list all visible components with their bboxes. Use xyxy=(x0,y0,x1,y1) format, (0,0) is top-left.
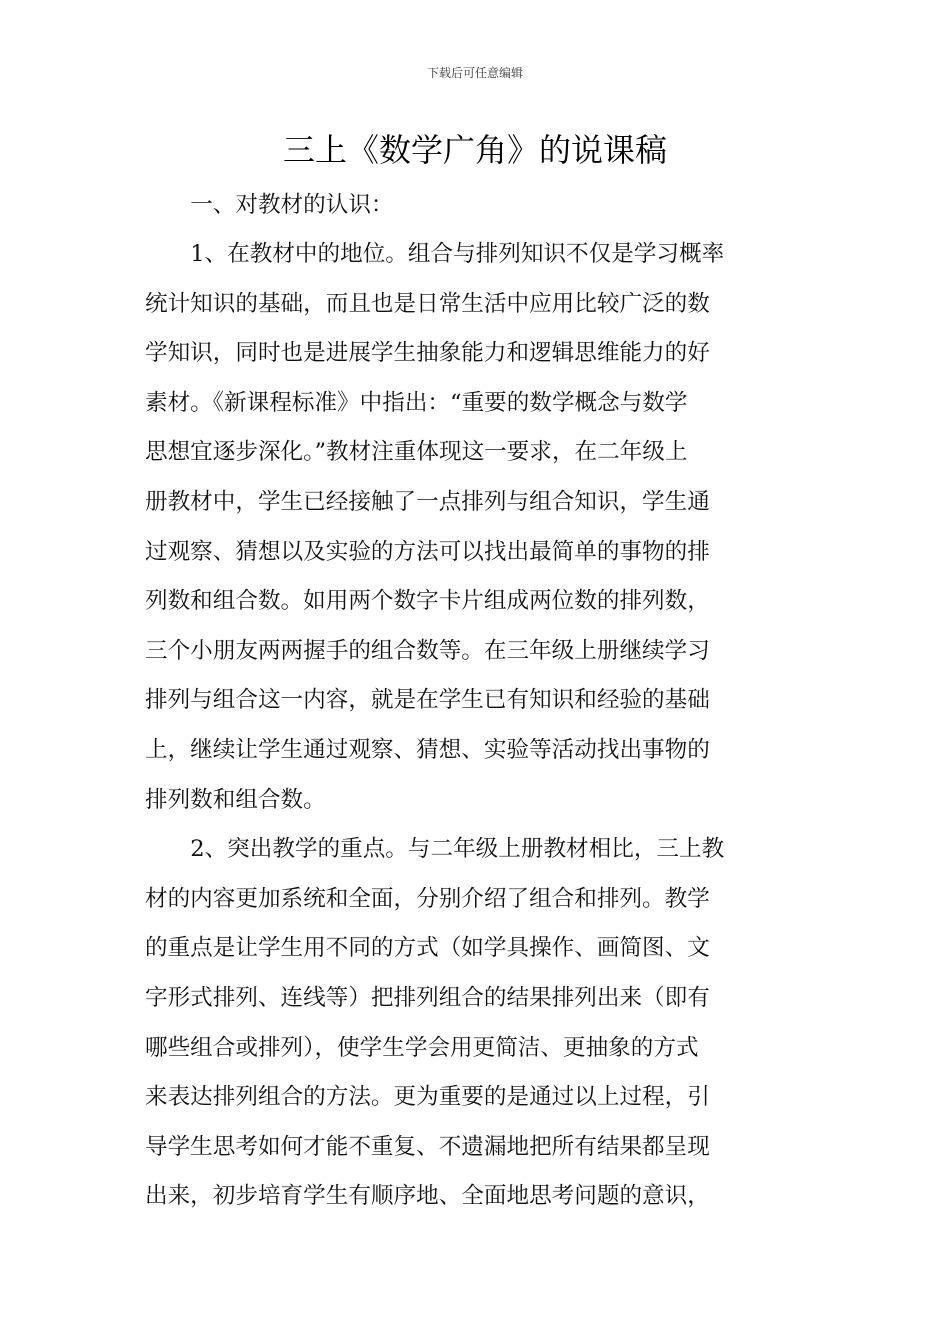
text-line: 1、在教材中的地位。组合与排列知识不仅是学习概率 xyxy=(190,241,725,267)
text-line: 排列数和组合数。 xyxy=(145,786,326,813)
text-line: 学知识，同时也是进展学生抽象能力和逻辑思维能力的好 xyxy=(145,340,710,367)
text-line: 来表达排列组合的方法。更为重要的是通过以上过程，引 xyxy=(145,1084,710,1111)
text-line: 册教材中，学生已经接触了一点排列与组合知识，学生通 xyxy=(145,488,710,515)
paragraph-teaching-focus xyxy=(145,825,807,1222)
document-title: 三上《数学广角》的说课稿 xyxy=(282,131,667,169)
text-line: 导学生思考如何才能不重复、不遗漏地把所有结果都呈现 xyxy=(145,1133,710,1160)
text-line: 过观察、猜想以及实验的方法可以找出最简单的事物的排 xyxy=(145,538,710,565)
text-line: 上，继续让学生通过观察、猜想、实验等活动找出事物的 xyxy=(145,736,710,763)
text-line: 哪些组合或排列），使学生学会用更简洁、更抽象的方式 xyxy=(145,1034,699,1061)
document-body xyxy=(145,180,807,1222)
text-line: 出来，初步培育学生有顺序地、全面地思考问题的意识， xyxy=(145,1183,710,1210)
text-line: 字形式排列、连线等）把排列组合的结果排列出来（即有 xyxy=(145,984,710,1011)
header-note: 下载后可任意编辑 xyxy=(426,66,523,80)
text-line: 素材。《新课程标准》中指出：“重要的数学概念与数学 xyxy=(145,389,688,416)
text-line: 统计知识的基础，而且也是日常生活中应用比较广泛的数 xyxy=(145,290,710,317)
text-line: 列数和组合数。如用两个数字卡片组成两位数的排列数， xyxy=(145,588,710,615)
text-line: 排列与组合这一内容，就是在学生已有知识和经验的基础 xyxy=(145,687,710,714)
text-line: 的重点是让学生用不同的方式（如学具操作、画简图、文 xyxy=(145,935,710,962)
text-line: 2、突出教学的重点。与二年级上册教材相比，三上教 xyxy=(190,836,725,863)
paragraph-position-in-textbook xyxy=(145,230,807,825)
text-line: 材的内容更加系统和全面，分别介绍了组合和排列。教学 xyxy=(145,885,710,912)
text-line: 三个小朋友两两握手的组合数等。在三年级上册继续学习 xyxy=(145,637,710,664)
text-line: 思想宜逐步深化。”教材注重体现这一要求，在二年级上 xyxy=(145,439,688,466)
section-heading: 一、对教材的认识： xyxy=(190,192,394,218)
